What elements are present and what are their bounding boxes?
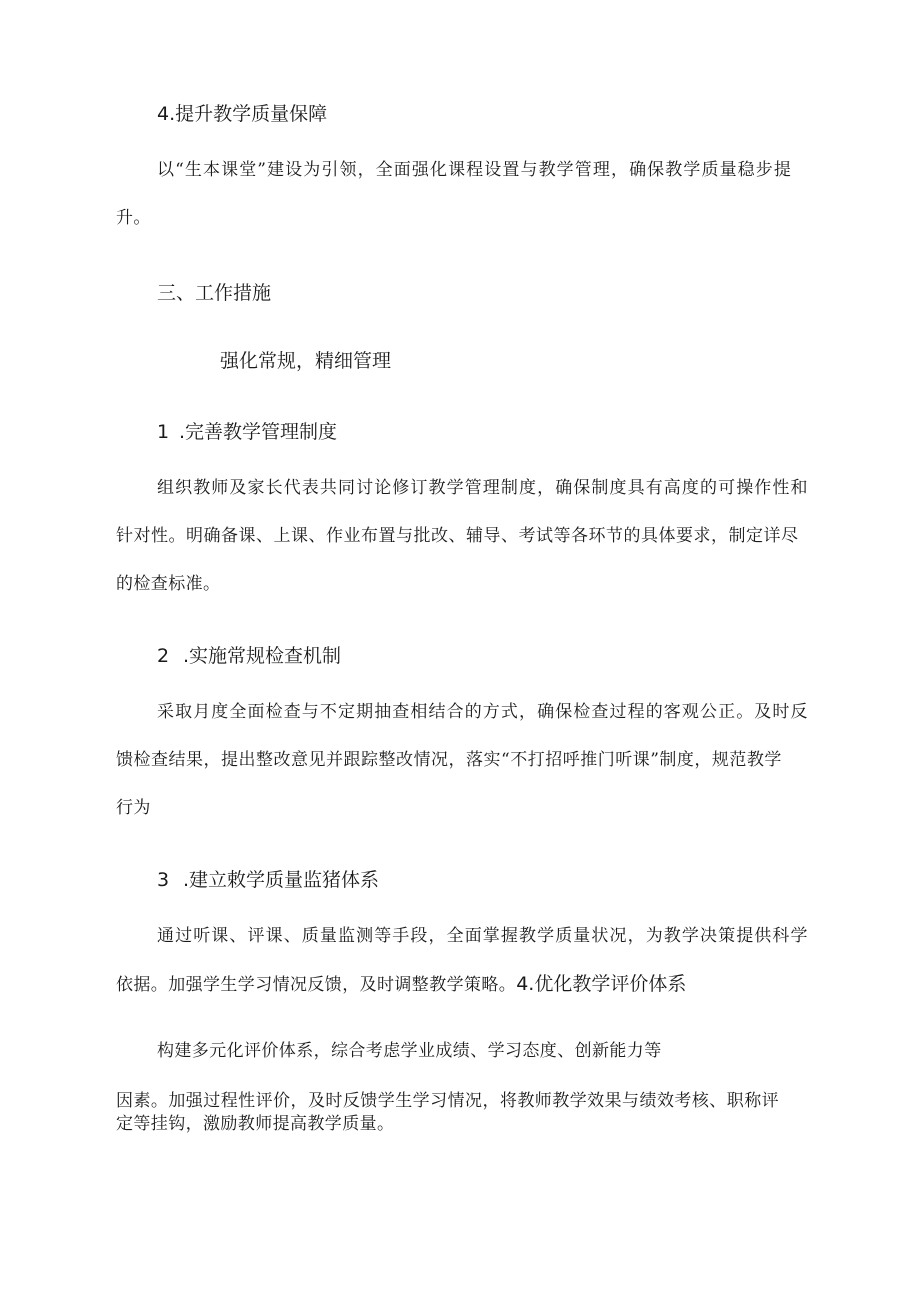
- sub-heading: 强化常规，精细管理: [220, 350, 392, 372]
- item-2-title: .实施常规检查机制: [183, 645, 342, 667]
- item-2-paragraph-line-2: 馈检查结果，提出整改意见并跟踪整改情况，落实“不打招呼推门听课”制度，规范教学: [116, 750, 782, 770]
- item-4-paragraph-line-1: 构建多元化评价体系，综合考虑学业成绩、学习态度、创新能力等: [157, 1041, 662, 1061]
- item-1-number: 1: [157, 421, 170, 443]
- section-4-paragraph-line-2: 升。: [116, 208, 151, 228]
- item-2-heading: [157, 645, 341, 667]
- part-3-heading: 三、工作措施: [157, 282, 272, 304]
- item-3-heading: [157, 869, 379, 891]
- item-4-paragraph-line-2: 因素。加强过程性评价，及时反馈学生学习情况，将教师教学效果与绩效考核、职称评: [116, 1091, 780, 1111]
- item-1-title: .完善教学管理制度: [179, 421, 338, 443]
- item-1-heading: [157, 421, 337, 443]
- item-2-number: 2: [157, 645, 170, 667]
- item-3-number: 3: [157, 869, 170, 891]
- item-3-paragraph-line-2-row: [116, 974, 686, 995]
- item-1-paragraph-line-1: 组织教师及家长代表共同讨论修订教学管理制度，确保制度具有高度的可操作性和: [157, 478, 809, 498]
- item-1-paragraph-line-2: 针对性。明确备课、上课、作业布置与批改、辅导、考试等各环节的具体要求，制定详尽: [116, 526, 799, 546]
- item-2-paragraph-line-1: 采取月度全面检查与不定期抽查相结合的方式，确保检查过程的客观公正。及时反: [157, 702, 809, 722]
- section-4-paragraph-line-1: 以“生本课堂”建设为引领，全面强化课程设置与教学管理，确保教学质量稳步提: [157, 160, 792, 180]
- item-3-paragraph-line-2: 依据。加强学生学习情况反馈，及时调整教学策略。: [116, 975, 517, 995]
- section-4-heading: 4.提升教学质量保障: [157, 103, 328, 125]
- item-2-paragraph-line-3: 行为: [116, 798, 151, 818]
- item-4-inline-heading: 4.优化教学评价体系: [516, 973, 687, 995]
- item-3-title: .建立敕学质量监猪体系: [183, 869, 380, 891]
- item-3-paragraph-line-1: 通过听课、评课、质量监测等手段，全面掌握教学质量状况，为教学决策提供科学: [157, 926, 809, 946]
- item-1-paragraph-line-3: 的检查标准。: [116, 574, 221, 594]
- item-4-paragraph-line-3: 定等挂钩，激励教师提高教学质量。: [116, 1114, 395, 1134]
